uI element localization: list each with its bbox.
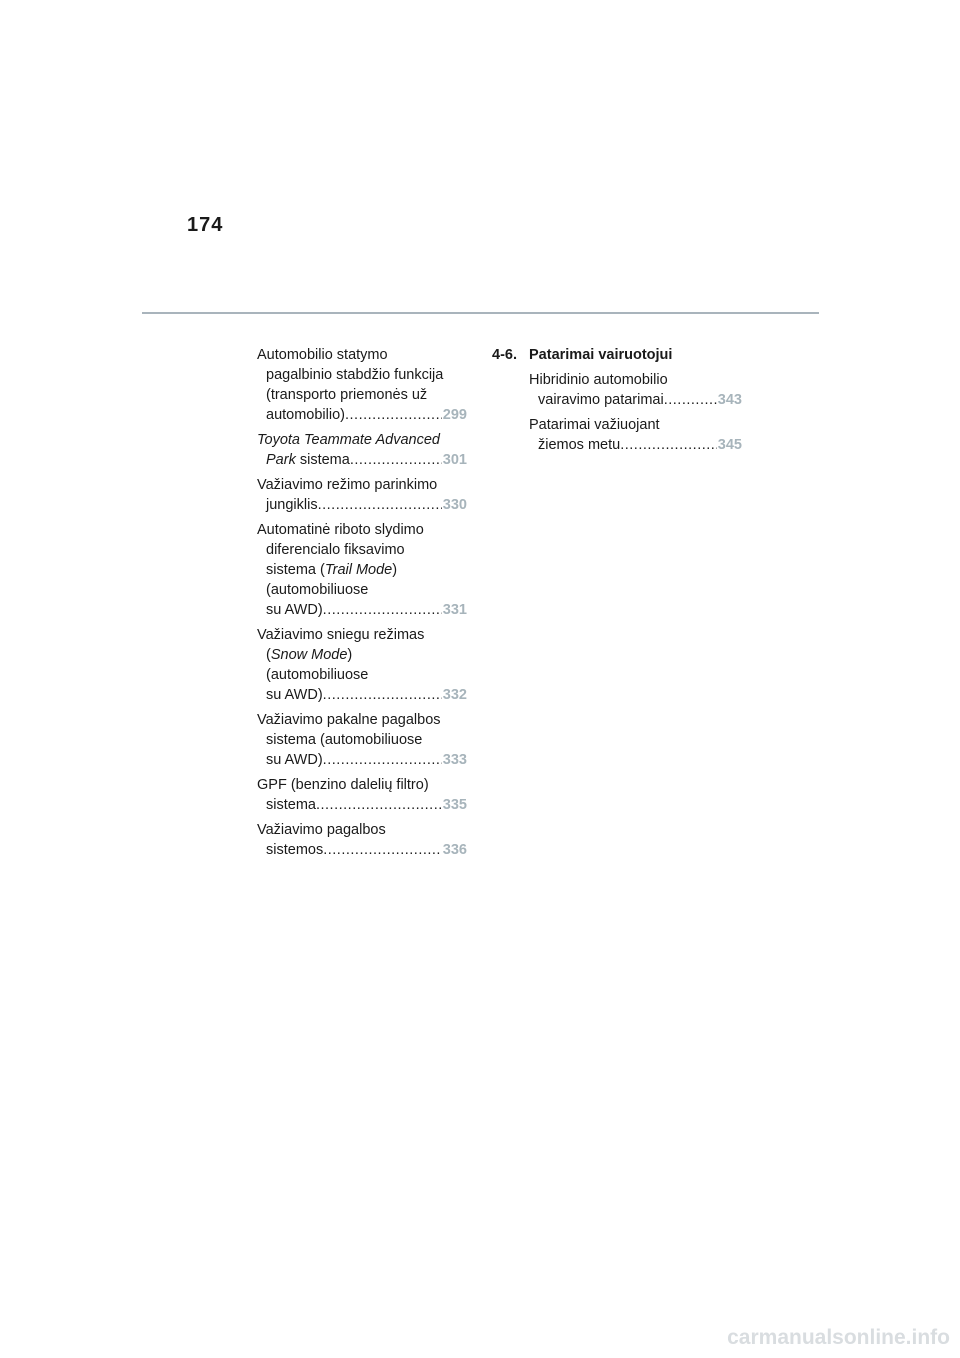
- toc-entry-line: (automobiliuose: [266, 582, 369, 598]
- toc-entry-line: su AWD): [266, 687, 323, 703]
- toc-entry[interactable]: [529, 370, 742, 410]
- toc-entry-line: jungiklis: [266, 497, 318, 513]
- toc-entry-line: Automatinė riboto slydimo: [257, 522, 424, 538]
- toc-entry-line: (transporto priemonės už: [266, 387, 428, 403]
- toc-right-column: [492, 345, 742, 460]
- toc-entry[interactable]: [529, 415, 742, 455]
- toc-entry-line: Važiavimo pakalne pagalbos: [257, 712, 441, 728]
- toc-entry[interactable]: Automatinė riboto slydimo diferencialo fiksavimo sistema (Trail Mode) (automobiliuose su AWD) ..... 331: [257, 520, 467, 620]
- page-number: 174: [187, 214, 224, 236]
- toc-page-link[interactable]: 336: [442, 842, 467, 858]
- toc-entry[interactable]: [257, 820, 467, 860]
- toc-page-link[interactable]: 335: [442, 797, 467, 813]
- toc-page-link[interactable]: 330: [442, 497, 467, 513]
- toc-entry-line: sistemos: [266, 842, 324, 858]
- toc-entry-line: vairavimo patarimai: [538, 392, 664, 408]
- toc-page-link[interactable]: 343: [717, 392, 742, 408]
- watermark-brand: carmanualsonline.info: [727, 1326, 950, 1349]
- toc-entry-line: Park: [266, 452, 296, 468]
- toc-entry[interactable]: Toyota Teammate Advanced Park sistema ..... 301: [257, 430, 467, 470]
- toc-entry[interactable]: [257, 475, 467, 515]
- toc-entry[interactable]: [257, 710, 467, 770]
- toc-page-link[interactable]: 331: [442, 602, 467, 618]
- header-divider: [142, 312, 819, 314]
- toc-page-link[interactable]: 299: [442, 407, 467, 423]
- toc-entry-line: Važiavimo režimo parinkimo: [257, 477, 438, 493]
- toc-entry-line: sistema: [266, 797, 316, 813]
- toc-entry-line: su AWD): [266, 602, 323, 618]
- toc-page-link[interactable]: 345: [717, 437, 742, 453]
- toc-entry[interactable]: [257, 775, 467, 815]
- toc-entry-line: Automobilio statymo: [257, 347, 388, 363]
- toc-page-link[interactable]: 332: [442, 687, 467, 703]
- toc-entry-line: automobilio): [266, 407, 345, 423]
- toc-entry-line: Patarimai važiuojant: [529, 417, 660, 433]
- section-heading[interactable]: [492, 345, 742, 365]
- toc-entry-line: Važiavimo pagalbos: [257, 822, 386, 838]
- toc-entry-line: sistema (automobiliuose: [266, 732, 423, 748]
- toc-entry-line: Hibridinio automobilio: [529, 372, 668, 388]
- toc-entry-line: Važiavimo sniegu režimas: [257, 627, 425, 643]
- toc-entry-line: žiemos metu: [538, 437, 621, 453]
- section-title: Patarimai vairuotojui: [529, 347, 673, 363]
- toc-entry-line: su AWD): [266, 752, 323, 768]
- toc-entry[interactable]: [257, 345, 467, 425]
- toc-page-link[interactable]: 333: [442, 752, 467, 768]
- toc-entry[interactable]: Važiavimo sniegu režimas (Snow Mode) (automobiliuose su AWD) ..... 332: [257, 625, 467, 705]
- section-number: 4-6.: [492, 347, 517, 363]
- toc-entry-line: Toyota Teammate Advanced: [257, 432, 440, 448]
- toc-entry-line: diferencialo fiksavimo: [266, 542, 405, 558]
- toc-entry-line: pagalbinio stabdžio funkcija: [266, 367, 444, 383]
- toc-entry-line: (automobiliuose: [266, 667, 369, 683]
- toc-left-column: [257, 345, 467, 865]
- toc-page-link[interactable]: 301: [442, 452, 467, 468]
- toc-entry-line: GPF (benzino dalelių filtro): [257, 777, 429, 793]
